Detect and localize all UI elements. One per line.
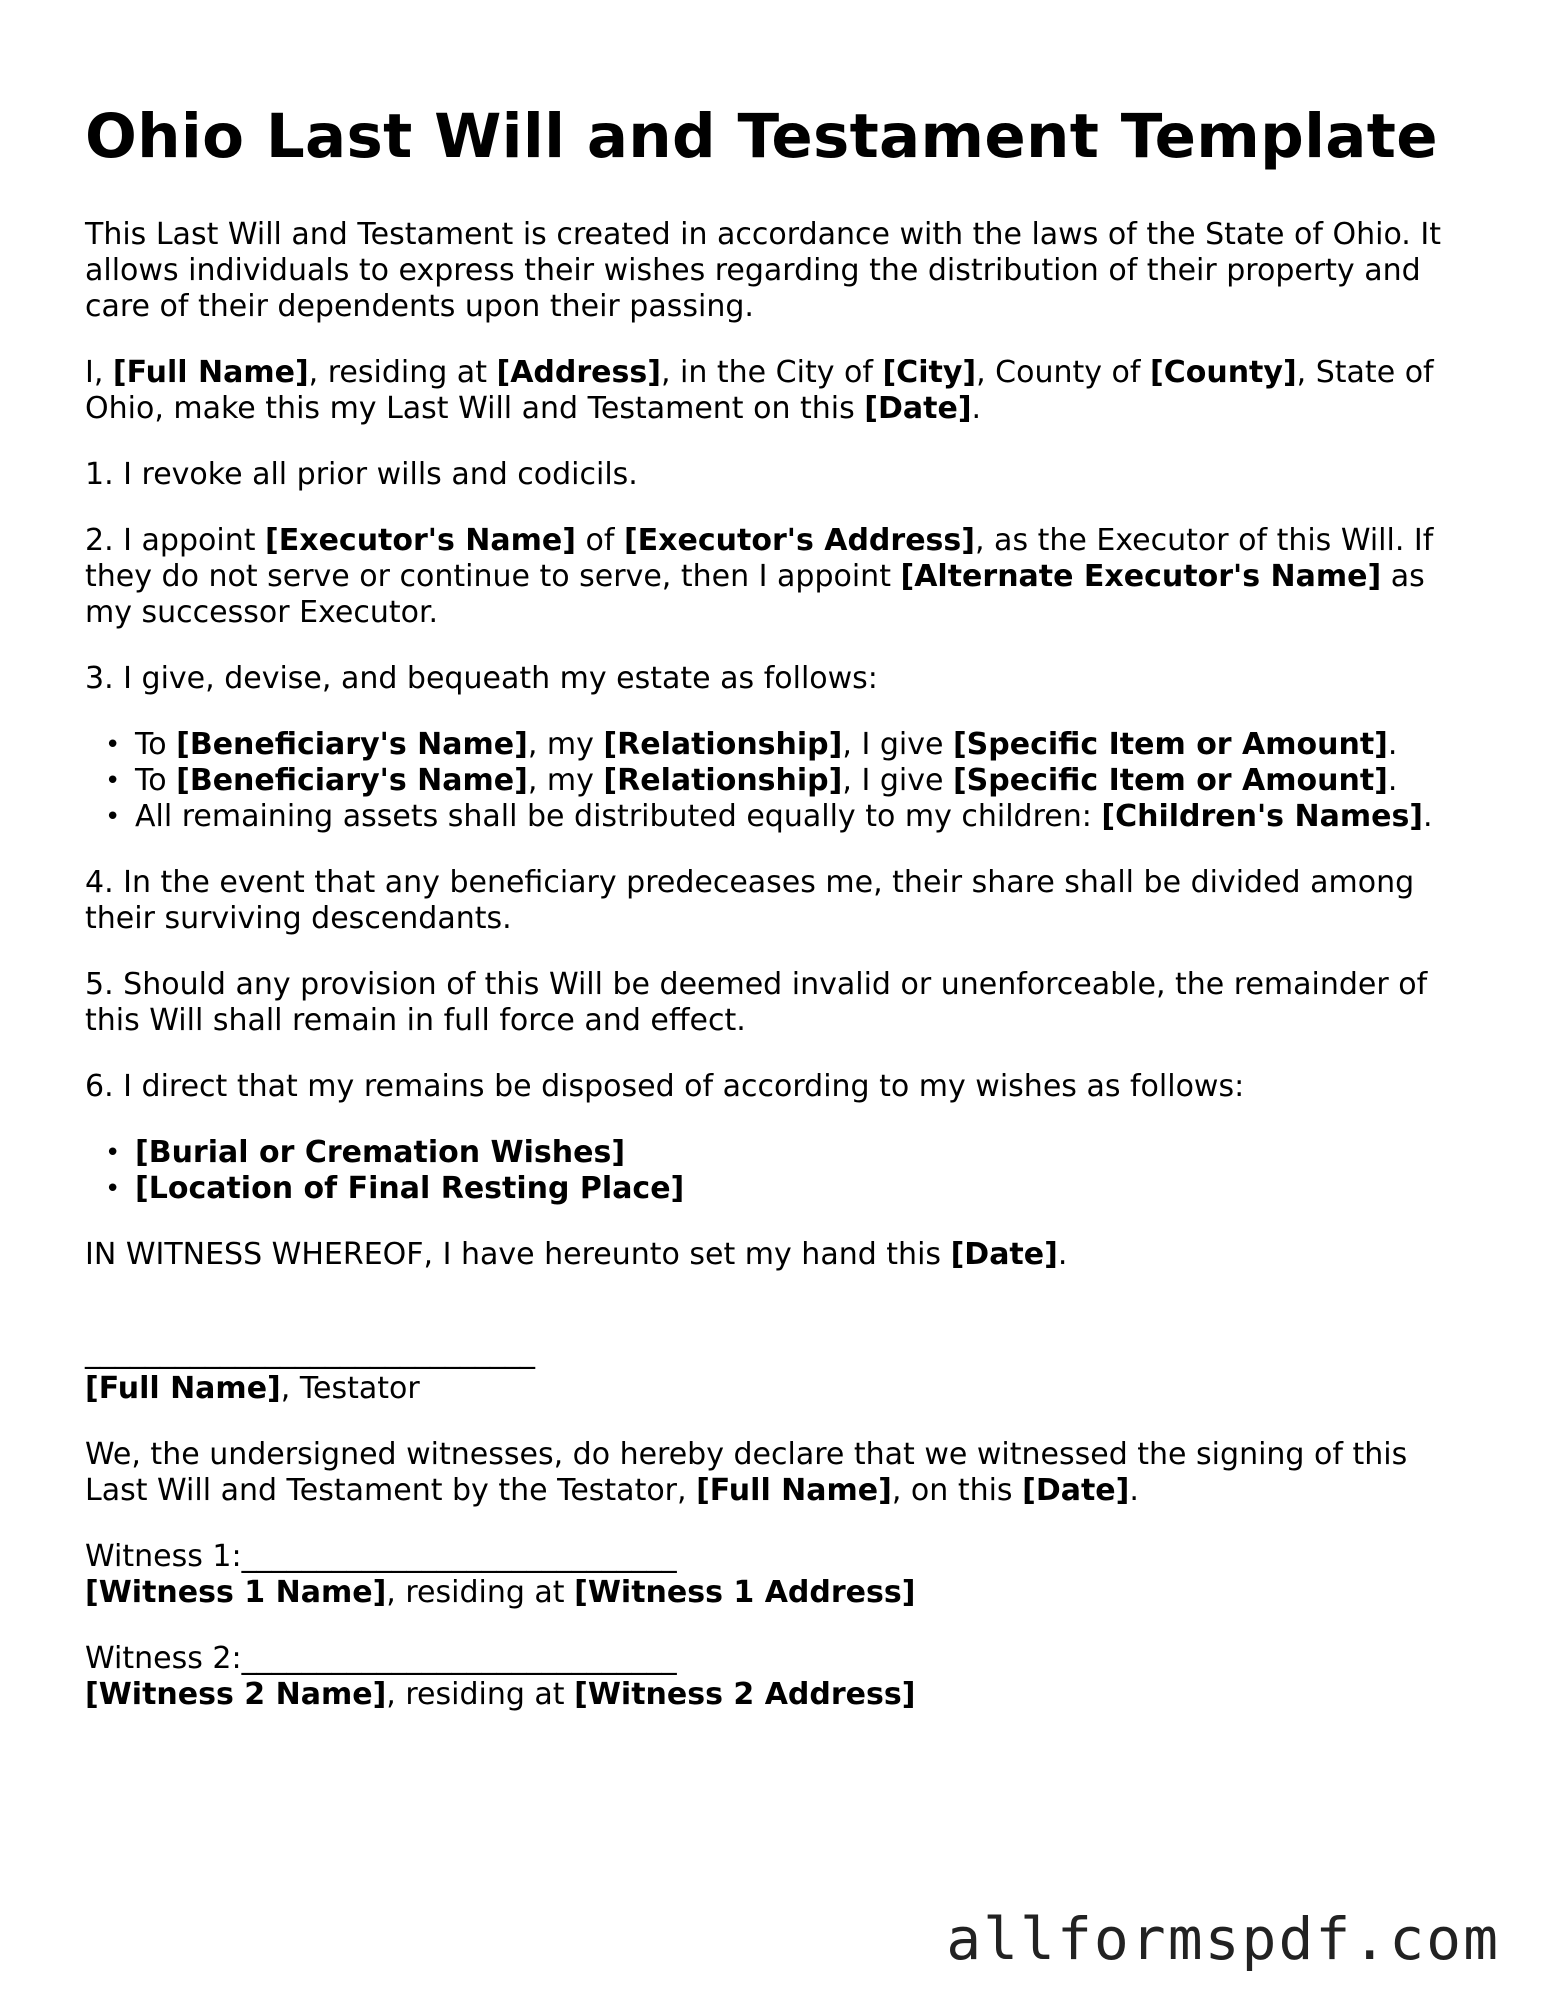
placeholder-executor-address: [Executor's Address] — [623, 523, 975, 559]
witness-1-label: Witness 1: — [85, 1539, 242, 1575]
testator-signature-line[interactable]: ______________________________ — [85, 1335, 535, 1371]
list-item: • To [Beneficiary's Name], my [Relationship], I give [Specific Item or Amount]. — [105, 727, 1398, 763]
witness-2-label: Witness 2: — [85, 1641, 242, 1677]
witness-1-signature-line[interactable]: _____________________________ — [241, 1539, 677, 1575]
placeholder-children-names: [Children's Names] — [1101, 799, 1424, 835]
site-watermark: allformspdf.com — [946, 1905, 1500, 1973]
placeholder-date: [Date] — [864, 391, 972, 427]
placeholder-city: [City] — [882, 355, 977, 391]
remains-list — [85, 1135, 1465, 1207]
witness-1-block: Witness 1:_____________________________ [Witness 1 Name], residing at [Witness 1 Address] — [85, 1539, 916, 1611]
bullet-icon: • — [105, 1174, 121, 1205]
bullet-icon: • — [105, 766, 121, 797]
bullet-icon: • — [105, 730, 121, 761]
intro-paragraph: This Last Will and Testament is created in accordance with the laws of the State of Ohio. It allows individuals to express their wishes regarding the distribution of their property and care of their dependents upon their passing. — [85, 217, 1441, 325]
page-title: Ohio Last Will and Testament Template — [85, 101, 1438, 172]
clause-3-intro: 3. I give, devise, and bequeath my estate as follows: — [85, 661, 878, 697]
declaration-paragraph: I, [Full Name], residing at [Address], in the City of [City], County of [County], State of Ohio, make this my Last Will and Testament on this [Date]. — [85, 355, 1434, 427]
list-item — [105, 1135, 1465, 1171]
list-item: • All remaining assets shall be distributed equally to my children: [Children's Names]. — [105, 799, 1433, 835]
placeholder-executor-name: [Executor's Name] — [265, 523, 576, 559]
placeholder-specific-item: [Specific Item or Amount] — [952, 727, 1388, 763]
placeholder-resting-place: [Location of Final Resting Place] — [135, 1171, 685, 1207]
placeholder-date: [Date] — [950, 1237, 1058, 1273]
clause-4: 4. In the event that any beneficiary predeceases me, their share shall be divided among their surviving descendants. — [85, 865, 1415, 937]
list-item — [105, 1171, 1465, 1207]
clause-1: 1. I revoke all prior wills and codicils. — [85, 457, 638, 493]
placeholder-address: [Address] — [496, 355, 661, 391]
placeholder-witness-1-name: [Witness 1 Name] — [85, 1575, 387, 1611]
placeholder-beneficiary-name: [Beneficiary's Name] — [176, 727, 528, 763]
placeholder-alternate-executor: [Alternate Executor's Name] — [900, 559, 1382, 595]
placeholder-specific-item: [Specific Item or Amount] — [952, 763, 1388, 799]
placeholder-date: [Date] — [1022, 1473, 1130, 1509]
witness-2-signature-line[interactable]: _____________________________ — [241, 1641, 677, 1677]
witness-declaration: We, the undersigned witnesses, do hereby declare that we witnessed the signing of this Last Will and Testament by the Testator, [Full Name], on this [Date]. — [85, 1437, 1408, 1509]
testator-signature-block: ______________________________ [Full Name], Testator — [85, 1335, 535, 1407]
clause-2: 2. I appoint [Executor's Name] of [Executor's Address], as the Executor of this Will. If they do not serve or continue to serve, then I appoint [Alternate Executor's Name] as my successor Executor. — [85, 523, 1434, 631]
placeholder-beneficiary-name: [Beneficiary's Name] — [176, 763, 528, 799]
placeholder-relationship: [Relationship] — [603, 727, 843, 763]
placeholder-full-name: [Full Name] — [112, 355, 309, 391]
clause-6-intro: 6. I direct that my remains be disposed of according to my wishes as follows: — [85, 1069, 1245, 1105]
placeholder-relationship: [Relationship] — [603, 763, 843, 799]
bullet-icon: • — [105, 802, 121, 833]
placeholder-county: [County] — [1150, 355, 1297, 391]
bullet-icon: • — [105, 1138, 121, 1169]
list-item: • To [Beneficiary's Name], my [Relationship], I give [Specific Item or Amount]. — [105, 763, 1398, 799]
witness-whereof: IN WITNESS WHEREOF, I have hereunto set my hand this [Date]. — [85, 1237, 1068, 1273]
will-document — [85, 100, 1465, 1743]
placeholder-witness-2-address: [Witness 2 Address] — [574, 1677, 916, 1713]
clause-5: 5. Should any provision of this Will be deemed invalid or unenforceable, the remainder of this Will shall remain in full force and effect. — [85, 967, 1428, 1039]
placeholder-full-name: [Full Name] — [85, 1371, 281, 1407]
placeholder-witness-2-name: [Witness 2 Name] — [85, 1677, 387, 1713]
placeholder-full-name: [Full Name] — [696, 1473, 892, 1509]
signature-spacer — [85, 1303, 1465, 1335]
placeholder-burial-wishes: [Burial or Cremation Wishes] — [135, 1135, 626, 1171]
placeholder-witness-1-address: [Witness 1 Address] — [574, 1575, 916, 1611]
bequest-list — [85, 727, 1465, 835]
witness-2-block: Witness 2:_____________________________ [Witness 2 Name], residing at [Witness 2 Address] — [85, 1641, 916, 1713]
